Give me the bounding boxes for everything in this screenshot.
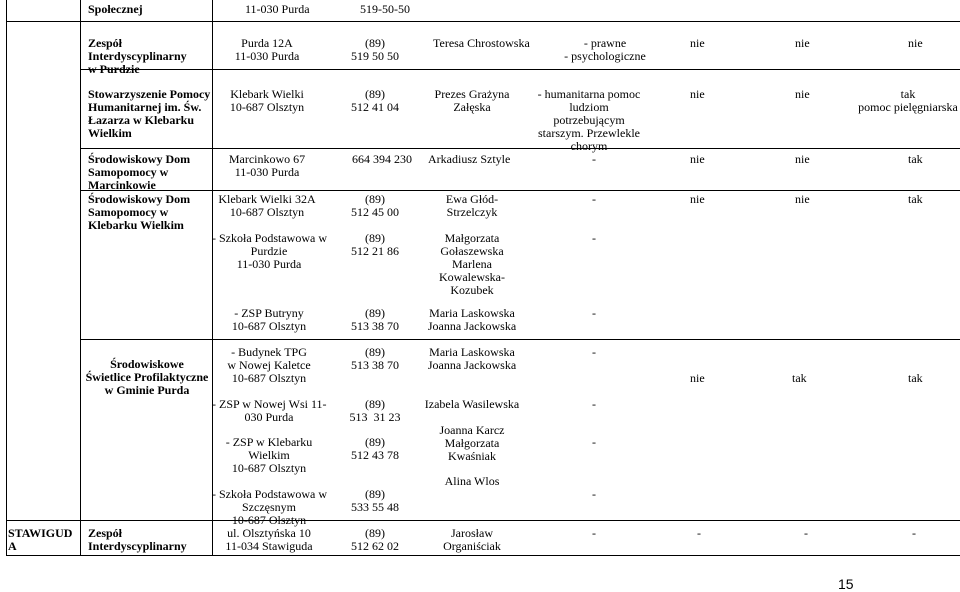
- contact: Teresa Chrostowska: [433, 36, 530, 50]
- org-type: Środowiskowe Świetlice Profilaktyczne w Gminie Purda: [85, 357, 209, 397]
- services: - humanitarna pomoc ludziom potrzebującym starszym. Przewlekle chorym: [537, 87, 641, 153]
- services: -: [592, 231, 596, 245]
- rule: [6, 0, 7, 556]
- org-type: Społecznej: [88, 2, 143, 16]
- services: -: [592, 345, 596, 359]
- address: - ZSP Butryny 10-687 Olsztyn: [231, 306, 307, 333]
- rule: [6, 520, 960, 521]
- contact: Joanna Karcz Małgorzata Kwaśniak: [439, 423, 505, 463]
- address: - Budynek TPG w Nowej Kaletce 10-687 Olsztyn: [227, 345, 311, 385]
- gmina: STAWIGUD A: [8, 526, 73, 553]
- col-2: nie: [795, 87, 810, 101]
- phone: (89) 512 21 86: [351, 231, 399, 258]
- rule: [6, 21, 960, 22]
- col-1: nie: [690, 36, 705, 50]
- services: -: [592, 397, 596, 411]
- phone: (89) 512 62 02: [351, 526, 399, 553]
- org-type: Środowiskowy Dom Samopomocy w Marcinkowie: [88, 152, 191, 192]
- col-3: tak: [908, 192, 923, 206]
- col-3: nie: [908, 36, 923, 50]
- address: - ZSP w Nowej Wsi 11- 030 Purda: [212, 397, 327, 424]
- address: - Szkoła Podstawowa w Purdzie 11-030 Purda: [212, 231, 327, 271]
- address: - Szkoła Podstawowa w Szczęsnym 10-687 Olsztyn: [212, 487, 327, 527]
- col-2: tak: [792, 371, 807, 385]
- address: Marcinkowo 67 11-030 Purda: [228, 152, 306, 179]
- col-3: tak: [908, 152, 923, 166]
- services: -: [592, 487, 596, 501]
- services: -: [592, 192, 596, 206]
- contact: Maria Laskowska Joanna Jackowska: [427, 345, 517, 372]
- col-1: nie: [690, 87, 705, 101]
- col-1: nie: [690, 152, 705, 166]
- col-3: tak: [908, 371, 923, 385]
- phone: 664 394 230: [352, 152, 412, 166]
- rule: [80, 0, 81, 556]
- col-2: nie: [795, 152, 810, 166]
- org-type: Zespół Interdyscyplinarny: [88, 526, 187, 553]
- phone: (89) 533 55 48: [351, 487, 399, 514]
- org-type: Zespół Interdyscyplinarny w Purdzie: [88, 36, 187, 76]
- services: -: [592, 306, 596, 320]
- address: 11-030 Purda: [245, 2, 310, 16]
- contact: Prezes Grażyna Załęska: [434, 87, 510, 114]
- col-3: -: [912, 526, 916, 540]
- contact: Małgorzata Gołaszewska Marlena Kowalewska- Kozubek: [439, 231, 505, 297]
- col-1: nie: [690, 192, 705, 206]
- col-1: -: [697, 526, 701, 540]
- contact: Arkadiusz Sztyle: [428, 152, 511, 166]
- phone: (89) 513 31 23: [349, 397, 401, 424]
- org-type: Środowiskowy Dom Samopomocy w Klebarku Wielkim: [88, 192, 191, 232]
- address: Purda 12A 11-030 Purda: [234, 36, 300, 63]
- col-2: nie: [795, 192, 810, 206]
- address: ul. Olsztyńska 10 11-034 Stawiguda: [225, 526, 313, 553]
- phone: (89) 519 50 50: [351, 36, 399, 63]
- services: - prawne - psychologiczne: [564, 36, 646, 63]
- contact: Izabela Wasilewska: [424, 397, 520, 411]
- col-1: nie: [690, 371, 705, 385]
- phone: (89) 512 41 04: [351, 87, 399, 114]
- address: - ZSP w Klebarku Wielkim 10-687 Olsztyn: [225, 435, 313, 475]
- services: -: [592, 435, 596, 449]
- phone: 519-50-50: [360, 2, 410, 16]
- address: Klebark Wielki 32A 10-687 Olsztyn: [218, 192, 316, 219]
- contact: Ewa Głód- Strzelczyk: [445, 192, 499, 219]
- col-2: -: [804, 526, 808, 540]
- page-number: 15: [838, 576, 854, 592]
- contact: Maria Laskowska Joanna Jackowska: [427, 306, 517, 333]
- col-2: nie: [795, 36, 810, 50]
- phone: (89) 512 45 00: [351, 192, 399, 219]
- contact: Jarosław Organiściak: [443, 526, 501, 553]
- phone: (89) 512 43 78: [351, 435, 399, 462]
- org-type: Stowarzyszenie Pomocy Humanitarnej im. Św. Łazarza w Klebarku Wielkim: [88, 87, 211, 140]
- contact: Alina Wlos: [444, 474, 500, 488]
- phone: (89) 513 38 70: [351, 306, 399, 333]
- col-3: tak pomoc pielęgniarska: [858, 87, 958, 114]
- rule: [6, 555, 960, 556]
- services: -: [592, 152, 596, 166]
- phone: (89) 513 38 70: [351, 345, 399, 372]
- address: Klebark Wielki 10-687 Olsztyn: [229, 87, 305, 114]
- services: -: [592, 526, 596, 540]
